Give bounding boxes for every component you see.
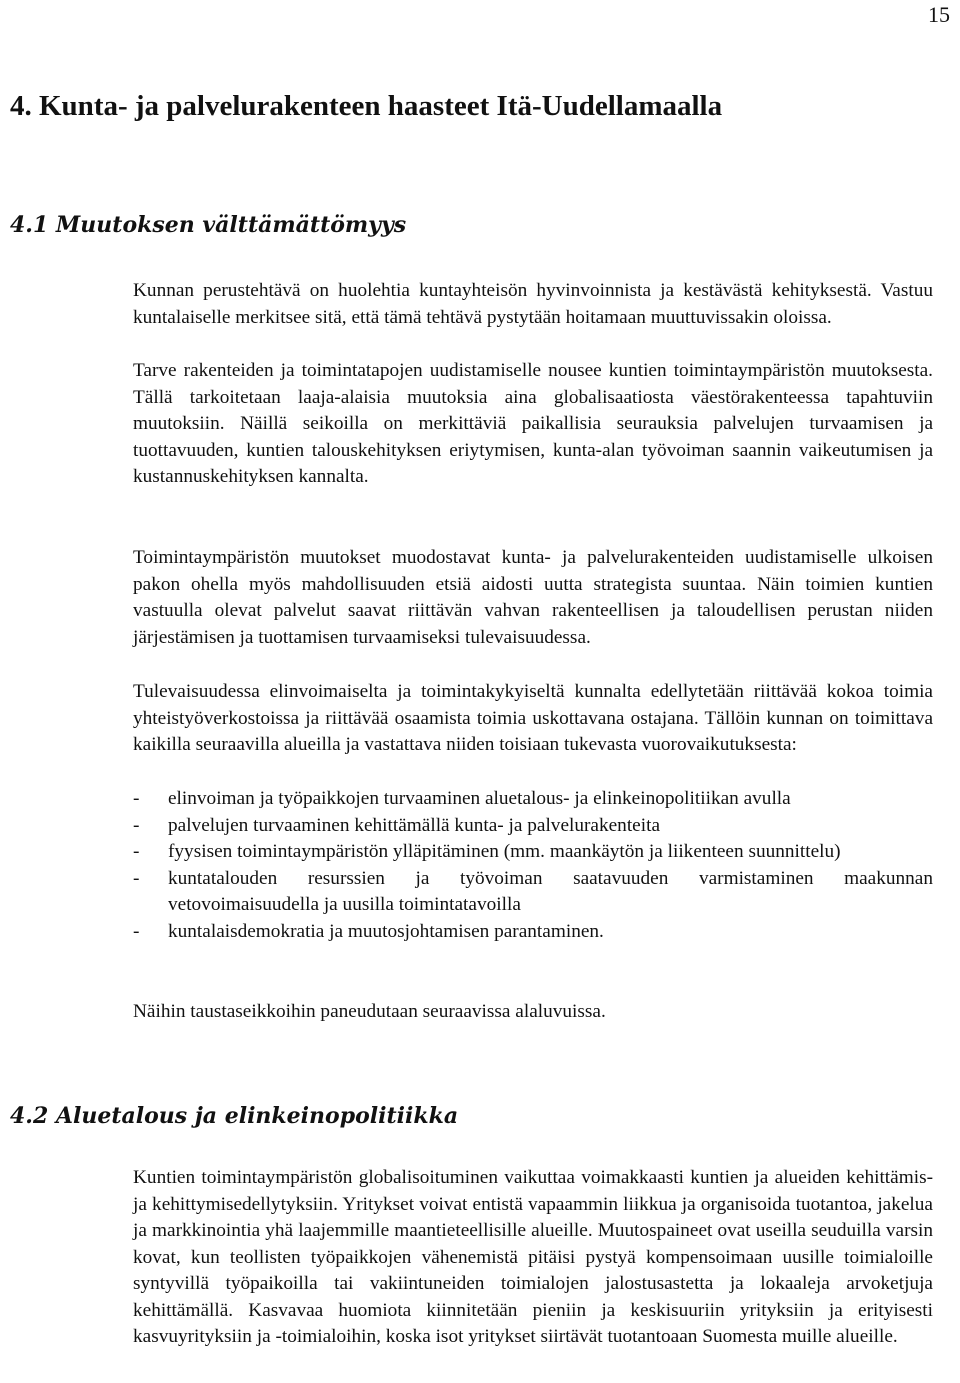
section-heading-4-2: 4.2 Aluetalous ja elinkeinopolitiikka: [10, 1103, 459, 1129]
chapter-heading: 4. Kunta- ja palvelurakenteen haasteet Itä-Uudellamaalla: [10, 90, 723, 122]
bullet-dash: -: [133, 867, 140, 889]
paragraph: Tulevaisuudessa elinvoimaiselta ja toimintakykyiseltä kunnalta edellytetään riittävää kokoa toimia yhteistyöverkostoissa ja riittävää osaamista toimia uskottavana ostajana. Tällöin kunnan on toimittava kaikilla seuraavilla alueilla ja vastattava niiden toisiaan tukevasta vuorovaikutuksesta:: [133, 681, 933, 755]
page-number: 15: [928, 2, 950, 27]
bullet-list: [133, 786, 933, 945]
paragraph: Tarve rakenteiden ja toimintatapojen uudistamiselle nousee kuntien toimintaympäristön muutoksesta. Tällä tarkoitetaan laaja-alaisia muutoksia aina globalisaatiosta väestörakenteessa tapahtuviin muutoksiin. Näillä seikoilla on merkittäviä paikallisia seurauksia palvelujen turvaamisen ja tuottavuuden, kuntien talouskehityksen eriytymisen, kunta-alan työvoiman saannin vaikeutumisen ja kustannuskehityksen kannalta.: [133, 360, 933, 487]
bullet-dash: -: [133, 788, 140, 809]
section-heading-4-1: 4.1 Muutoksen välttämättömyys: [10, 212, 407, 238]
bullet-dash: -: [133, 814, 140, 836]
list-item-text: kuntatalouden resurssien ja työvoiman saatavuuden varmistaminen maakunnan vetovoimaisuudella ja uusilla toimintatavoilla: [168, 867, 933, 915]
paragraph: Toimintaympäristön muutokset muodostavat kunta- ja palvelurakenteiden uudistamiselle ulkoisen pakon ohella myös mahdollisuuden etsiä aidosti uutta strategista suuntaa. Näin toimien kuntien vastuulla olevat palvelut saavat riittävän vahvan rakenteellisen ja taloudellisen perustan niiden järjestämisen ja tuottamisen turvaamiseksi tulevaisuudessa.: [133, 547, 933, 648]
bullet-dash: -: [133, 841, 140, 862]
list-item-text: kuntalaisdemokratia ja muutosjohtamisen parantaminen.: [168, 920, 604, 942]
list-item: [133, 866, 933, 919]
list-item-text: elinvoiman ja työpaikkojen turvaaminen aluetalous- ja elinkeinopolitiikan avulla: [168, 788, 791, 809]
list-item: [133, 813, 933, 840]
paragraph: Kunnan perustehtävä on huolehtia kuntayhteisön hyvinvoinnista ja kestävästä kehityksestä. Vastuu kuntalaiselle merkitsee sitä, että tämä tehtävä pystytään hoitamaan muuttuvissakin oloissa.: [133, 280, 933, 328]
bullet-dash: -: [133, 920, 140, 942]
paragraph: Kuntien toimintaympäristön globalisoituminen vaikuttaa voimakkaasti kuntien ja alueiden kehittämis- ja kehittymisedellytyksiin. Yritykset voivat entistä vapaammin liikkua ja organisoida tuotantoa, jakelua ja markkinointia yhä laajemmille maantieteellisille alueille. Muutospaineet ovat useilla seuduilla varsin kovat, kun teollisten työpaikkojen vähenemistä pitäisi pystyä kompensoimaan uusille toimialoille syntyvillä työpaikoilla tai vakiintuneiden toimialojen jalostusastetta ja lokaaleja arvoketjuja kehittämällä. Kasvavaa huomiota kiinnitetään pieniin ja keskisuuriin yrityksiin ja erityisesti kasvuyrityksiin ja -toimialoihin, koska isot yritykset siirtävät tuotantoaan Suomesta muille alueille.: [133, 1167, 933, 1347]
list-item: [133, 839, 933, 866]
list-item-text: palvelujen turvaaminen kehittämällä kunta- ja palvelurakenteita: [168, 814, 661, 836]
list-item: [133, 919, 933, 946]
list-item: [133, 786, 933, 813]
paragraph: Näihin taustaseikkoihin paneudutaan seuraavissa alaluvuissa.: [133, 1001, 606, 1022]
list-item-text: fyysisen toimintaympäristön ylläpitäminen (mm. maankäytön ja liikenteen suunnittelu): [168, 841, 841, 862]
